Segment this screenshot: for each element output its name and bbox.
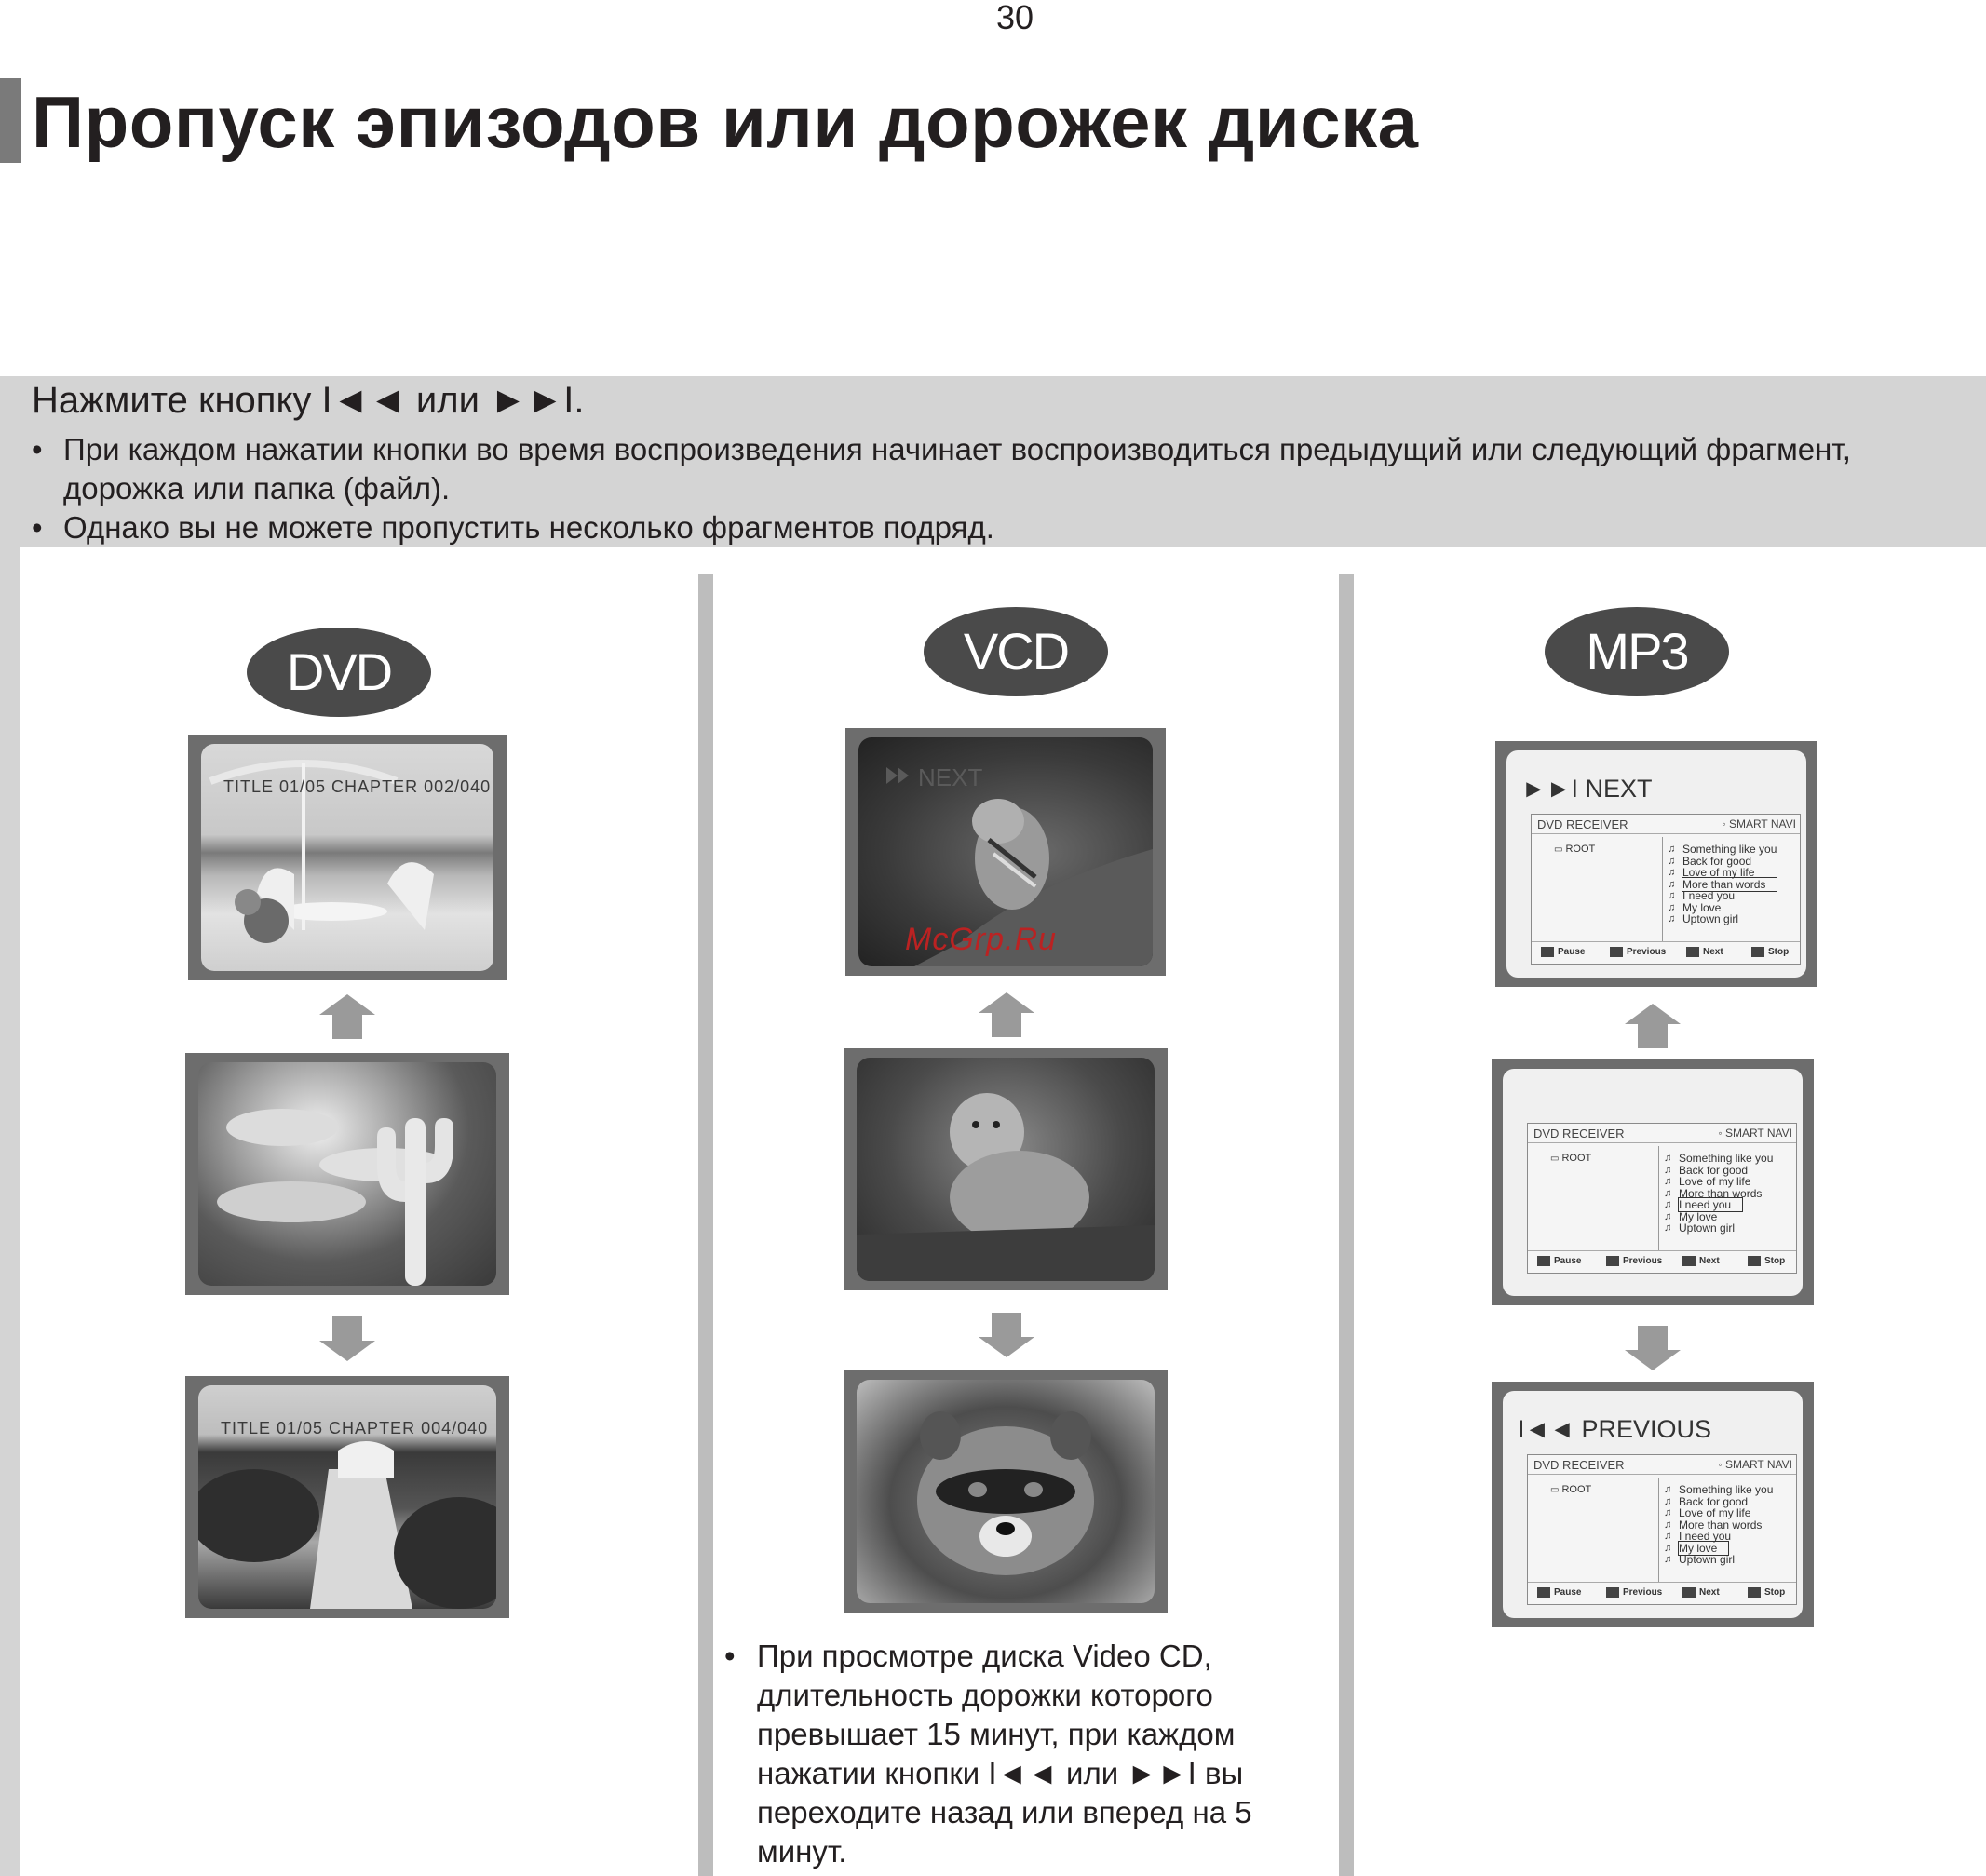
- control-previous[interactable]: Previous: [1610, 947, 1666, 957]
- vcd-screen-1: [845, 728, 1166, 976]
- root-folder[interactable]: ▭ ROOT: [1550, 1484, 1592, 1495]
- music-note-icon: ♫: [1668, 867, 1676, 878]
- column-divider: [698, 574, 713, 1876]
- vcd-note: • При просмотре диска Video CD, длительность дорожки которого превышает 15 минут, при каждом нажатии кнопки I◄◄ или ►►I вы переходите назад или вперед на 5 минут.: [724, 1639, 1252, 1869]
- root-folder[interactable]: ▭ ROOT: [1554, 844, 1596, 855]
- music-note-icon: ♫: [1664, 1187, 1672, 1199]
- cactus-image: [198, 1062, 496, 1286]
- arrow-down-icon: [1625, 1326, 1681, 1370]
- arrow-up-icon: [979, 992, 1034, 1037]
- music-note-icon: ♫: [1664, 1210, 1672, 1222]
- cheetah-image: [857, 1058, 1155, 1281]
- control-next[interactable]: Next: [1682, 1587, 1720, 1598]
- song-item[interactable]: ♫ Love of my life: [1664, 1506, 1751, 1519]
- mp3-screen-2: [1492, 1059, 1814, 1305]
- dvd-screen-3: [185, 1376, 509, 1618]
- song-item[interactable]: ♫ More than words: [1668, 879, 1777, 891]
- mp3-screen-1: [1495, 741, 1817, 987]
- arrow-down-icon: [979, 1313, 1034, 1357]
- song-item[interactable]: ♫ My love: [1664, 1543, 1773, 1555]
- song-item[interactable]: ♫ More than words: [1664, 1186, 1763, 1200]
- mp3-screen-3: [1492, 1382, 1814, 1627]
- song-item[interactable]: ♫ Back for good: [1664, 1494, 1749, 1508]
- music-note-icon: ♫: [1664, 1518, 1672, 1531]
- music-note-icon: ♫: [1668, 901, 1676, 913]
- song-item[interactable]: ♫ I need you: [1664, 1199, 1773, 1211]
- pause-icon: [1537, 1256, 1550, 1266]
- song-item[interactable]: ♫ Back for good: [1668, 854, 1752, 868]
- previous-icon: [1606, 1256, 1619, 1266]
- stop-icon: [1748, 1587, 1761, 1598]
- vcd-screen-3: [844, 1370, 1168, 1613]
- page-title: Пропуск эпизодов или дорожек диска: [32, 81, 1419, 163]
- next-icon: [1682, 1256, 1696, 1266]
- song-item[interactable]: ♫ My love: [1664, 1209, 1718, 1223]
- mp3-label: MP3: [1545, 607, 1729, 696]
- song-item[interactable]: ♫ Uptown girl: [1664, 1553, 1736, 1566]
- panel-title: DVD RECEIVER: [1537, 817, 1628, 831]
- music-note-icon: ♫: [1664, 1199, 1672, 1210]
- column-divider: [1339, 574, 1354, 1876]
- next-icon: [1686, 947, 1699, 957]
- panel-brand: ◦ SMART NAVI: [1718, 1458, 1792, 1471]
- music-note-icon: ♫: [1664, 1153, 1672, 1164]
- instruction-bullet-1: • При каждом нажатии кнопки во время воспроизведения начинает воспроизводиться предыдущий или следующий фрагмент, дорожка или папка (файл).: [32, 432, 1851, 506]
- control-pause[interactable]: Pause: [1541, 947, 1585, 957]
- music-note-icon: ♫: [1664, 1542, 1672, 1554]
- folder-icon: ▭: [1554, 844, 1563, 855]
- watermark: McGrp.Ru: [905, 922, 1057, 957]
- control-previous[interactable]: Previous: [1606, 1587, 1662, 1598]
- music-note-icon: ♫: [1668, 913, 1676, 925]
- dvd-screen-2: [185, 1053, 509, 1295]
- song-item[interactable]: ♫ I need you: [1668, 889, 1736, 902]
- music-note-icon: ♫: [1664, 1484, 1672, 1495]
- previous-icon: [1610, 947, 1623, 957]
- song-item[interactable]: ♫ Love of my life: [1668, 866, 1755, 879]
- vcd-osd-next: NEXT: [918, 763, 983, 791]
- song-item[interactable]: ♫ Uptown girl: [1664, 1221, 1736, 1235]
- mp3-display: [1503, 1391, 1803, 1618]
- panel-brand: ◦ SMART NAVI: [1718, 1127, 1792, 1140]
- instruction-bullet-2: • Однако вы не можете пропустить несколько фрагментов подряд.: [32, 508, 1950, 547]
- vcd-label: VCD: [924, 607, 1108, 696]
- song-item[interactable]: ♫ Back for good: [1664, 1163, 1749, 1177]
- navi-panel: [1527, 1454, 1797, 1605]
- pause-icon: [1537, 1587, 1550, 1598]
- mp3-header: ►►I NEXT: [1521, 775, 1653, 803]
- music-note-icon: ♫: [1664, 1222, 1672, 1234]
- folder-icon: ▭: [1550, 1485, 1560, 1495]
- dvd-osd-1: TITLE 01/05 CHAPTER 002/040: [223, 777, 492, 796]
- control-next[interactable]: Next: [1682, 1256, 1720, 1266]
- arrow-down-icon: [319, 1316, 375, 1361]
- arrow-up-icon: [319, 994, 375, 1039]
- music-note-icon: ♫: [1664, 1164, 1672, 1176]
- song-item[interactable]: ♫ Something like you: [1664, 1152, 1774, 1165]
- bullet-icon: •: [32, 510, 43, 545]
- arrow-up-icon: [1625, 1004, 1681, 1048]
- music-note-icon: ♫: [1664, 1554, 1672, 1565]
- navi-panel: [1527, 1123, 1797, 1274]
- navi-panel: [1531, 814, 1801, 965]
- control-pause[interactable]: Pause: [1537, 1256, 1581, 1266]
- music-note-icon: ♫: [1664, 1495, 1672, 1507]
- mp3-display: [1503, 1069, 1803, 1296]
- song-list: [1668, 844, 1777, 925]
- control-next[interactable]: Next: [1686, 947, 1723, 957]
- music-note-icon: ♫: [1664, 1531, 1672, 1542]
- panel-brand: ◦ SMART NAVI: [1722, 817, 1796, 830]
- control-previous[interactable]: Previous: [1606, 1256, 1662, 1266]
- previous-icon: [1606, 1587, 1619, 1598]
- next-icon: [886, 765, 911, 786]
- control-pause[interactable]: Pause: [1537, 1587, 1581, 1598]
- stop-icon: [1751, 947, 1764, 957]
- music-note-icon: ♫: [1668, 844, 1676, 855]
- song-item[interactable]: ♫ I need you: [1664, 1530, 1732, 1543]
- music-note-icon: ♫: [1668, 855, 1676, 867]
- instruction-heading: Нажмите кнопку I◄◄ или ►►I.: [32, 380, 585, 421]
- song-item[interactable]: ♫ Love of my life: [1664, 1175, 1751, 1188]
- vcd-screen-2: [844, 1048, 1168, 1290]
- bullet-icon: •: [32, 432, 43, 466]
- bullet-icon: •: [724, 1639, 736, 1673]
- folder-icon: ▭: [1550, 1154, 1560, 1164]
- raccoon-image: [857, 1380, 1155, 1603]
- dvd-screen-1: [188, 735, 507, 980]
- next-icon: [1682, 1587, 1696, 1598]
- music-note-icon: ♫: [1668, 878, 1676, 890]
- mp3-header: I◄◄ PREVIOUS: [1518, 1415, 1711, 1443]
- page-number: 30: [996, 0, 1034, 36]
- mp3-display: [1506, 750, 1806, 978]
- panel-title: DVD RECEIVER: [1533, 1458, 1625, 1472]
- music-note-icon: ♫: [1664, 1176, 1672, 1187]
- song-item[interactable]: ♫ Uptown girl: [1668, 912, 1739, 925]
- song-item[interactable]: ♫ My love: [1668, 900, 1722, 914]
- panel-title: DVD RECEIVER: [1533, 1127, 1625, 1140]
- stop-icon: [1748, 1256, 1761, 1266]
- control-stop[interactable]: Stop: [1748, 1587, 1785, 1598]
- pause-icon: [1541, 947, 1554, 957]
- song-list: [1664, 1484, 1773, 1566]
- song-item[interactable]: ♫ More than words: [1664, 1518, 1763, 1532]
- dvd-label: DVD: [247, 628, 431, 717]
- song-item[interactable]: ♫ Something like you: [1668, 843, 1777, 856]
- control-stop[interactable]: Stop: [1751, 947, 1789, 957]
- song-item[interactable]: ♫ Something like you: [1664, 1483, 1774, 1496]
- song-list: [1664, 1153, 1773, 1235]
- title-accent-bar: [0, 78, 21, 163]
- dvd-osd-3: TITLE 01/05 CHAPTER 004/040: [221, 1419, 489, 1437]
- frame-left-border: [0, 547, 20, 1876]
- root-folder[interactable]: ▭ ROOT: [1550, 1153, 1592, 1164]
- music-note-icon: ♫: [1664, 1507, 1672, 1518]
- control-stop[interactable]: Stop: [1748, 1256, 1785, 1266]
- music-note-icon: ♫: [1668, 890, 1676, 901]
